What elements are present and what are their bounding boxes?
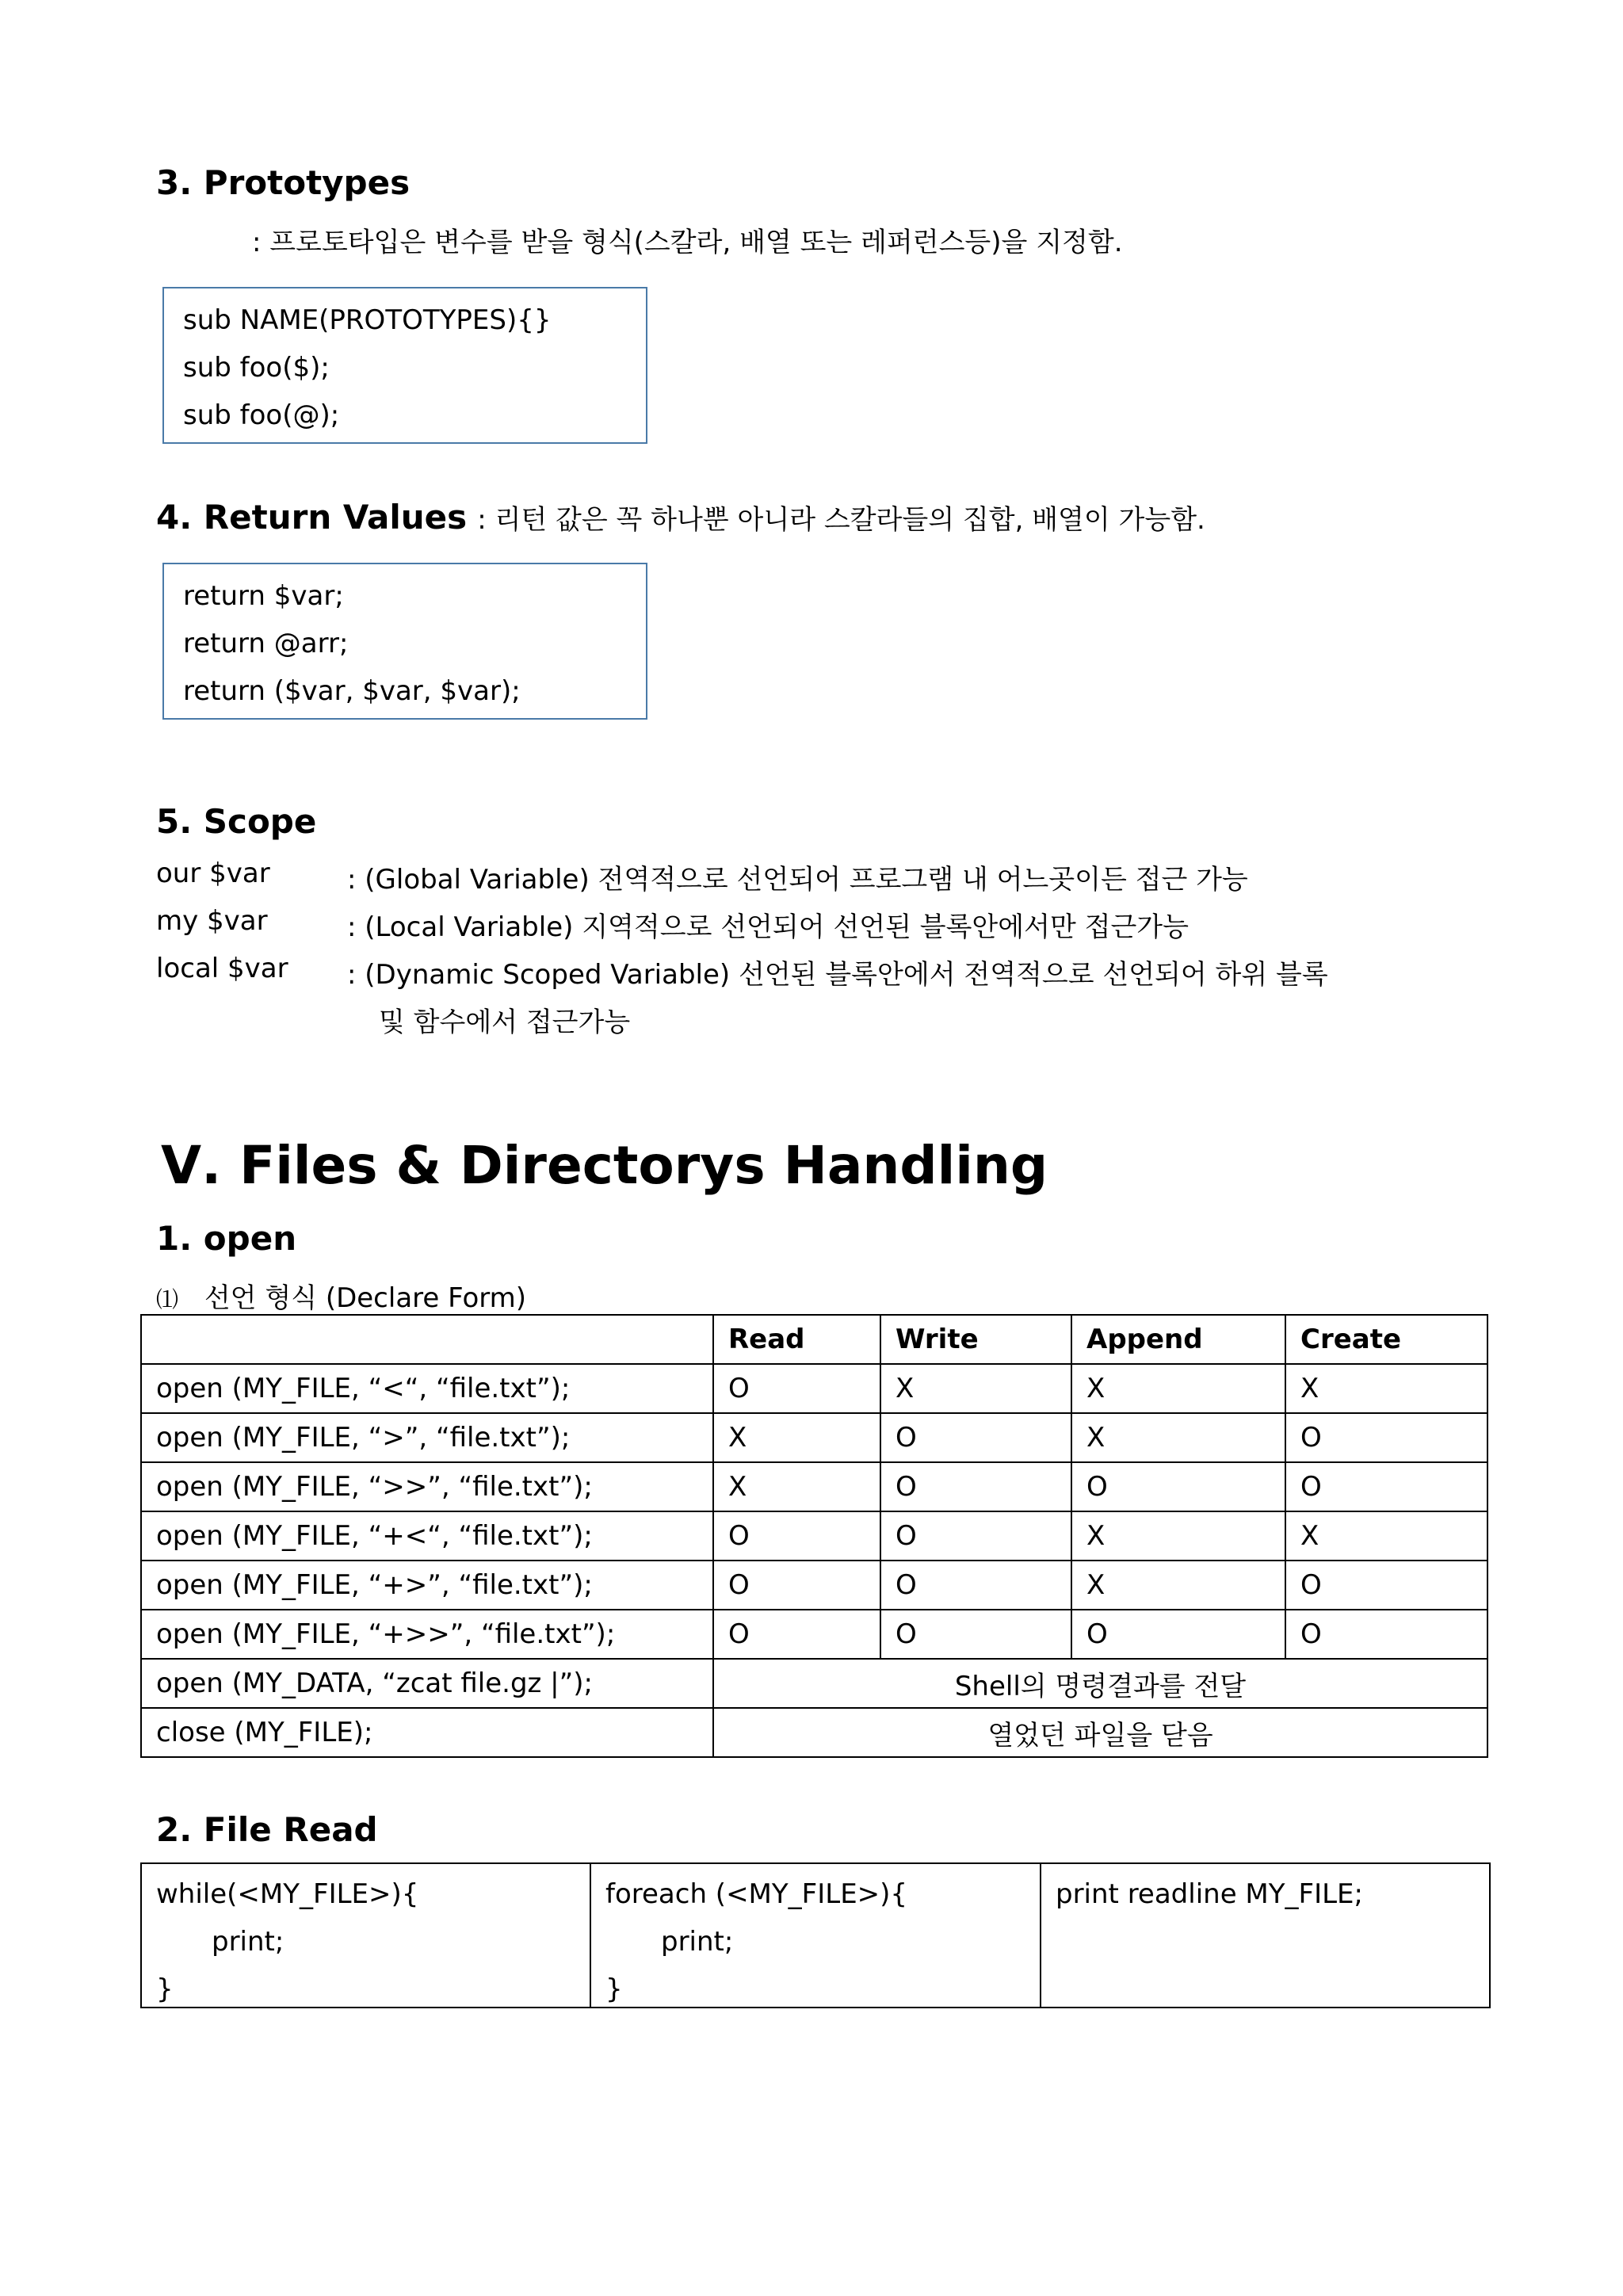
scope-description: : (Local Variable) 지역적으로 선언되어 선언된 블록안에서만 접근가능	[347, 911, 1189, 943]
table-row	[141, 1511, 1487, 1561]
table-cell: O	[880, 1511, 1071, 1561]
table-cell: X	[713, 1413, 880, 1462]
table-row	[141, 1413, 1487, 1462]
code-line: }	[156, 1973, 174, 2005]
table-cell: X	[1071, 1511, 1285, 1561]
table-cell: O	[1285, 1561, 1487, 1610]
table-row	[141, 1708, 1487, 1757]
code-line: return @arr;	[183, 628, 349, 659]
table-cell: open (MY_FILE, “+<“, “file.txt”);	[141, 1511, 713, 1561]
table-cell: open (MY_FILE, “+>>”, “file.txt”);	[141, 1610, 713, 1659]
table-cell: O	[880, 1561, 1071, 1610]
table-cell: O	[1071, 1610, 1285, 1659]
prototypes-code-box	[162, 287, 647, 444]
table-cell: O	[713, 1364, 880, 1413]
scope-term: our $var	[156, 858, 270, 889]
table-merged-cell: 열었던 파일을 닫음	[713, 1708, 1487, 1757]
table-cell: X	[880, 1364, 1071, 1413]
return-values-description: : 리턴 값은 꼭 하나뿐 아니라 스칼라들의 집합, 배열이 가능함.	[477, 504, 1205, 536]
section-heading-prototypes: 3. Prototypes	[156, 163, 411, 202]
table-cell: O	[880, 1413, 1071, 1462]
code-line: sub foo($);	[183, 352, 330, 384]
table-cell: O	[713, 1561, 880, 1610]
table-cell: X	[1285, 1364, 1487, 1413]
table-cell: X	[1071, 1561, 1285, 1610]
code-line: sub foo(@);	[183, 399, 340, 431]
table-row	[141, 1364, 1487, 1413]
code-line: }	[605, 1973, 623, 2005]
code-line: return $var;	[183, 580, 344, 612]
table-row	[141, 1863, 1490, 2008]
table-header-cell: Create	[1285, 1315, 1487, 1364]
code-line: foreach (<MY_FILE>){	[605, 1878, 908, 1910]
code-line: print;	[212, 1926, 285, 1958]
table-row	[141, 1561, 1487, 1610]
table-header-cell: Read	[713, 1315, 880, 1364]
file-read-table	[140, 1862, 1491, 2008]
scope-term: local $var	[156, 953, 288, 984]
declare-form-label	[156, 1276, 526, 1315]
code-line: print readline MY_FILE;	[1056, 1878, 1363, 1910]
scope-description: : (Dynamic Scoped Variable) 선언된 블록안에서 전역적으로 선언되어 하위 블록	[347, 959, 1328, 991]
table-cell: O	[713, 1511, 880, 1561]
table-cell	[1041, 1863, 1490, 2008]
table-row	[141, 1462, 1487, 1511]
item-number: ⑴	[156, 1286, 179, 1312]
code-line: while(<MY_FILE>){	[156, 1878, 419, 1910]
table-cell: open (MY_FILE, “>>”, “file.txt”);	[141, 1462, 713, 1511]
table-cell: X	[1071, 1364, 1285, 1413]
table-cell: X	[713, 1462, 880, 1511]
table-cell: O	[1285, 1413, 1487, 1462]
code-line: sub NAME(PROTOTYPES){}	[183, 304, 552, 336]
scope-description: : (Global Variable) 전역적으로 선언되어 프로그램 내 어느곳이든 접근 가능	[347, 864, 1248, 896]
chapter-title: Ⅴ. Files & Directorys Handling	[161, 1135, 1048, 1196]
table-cell: O	[1285, 1462, 1487, 1511]
table-cell: O	[880, 1610, 1071, 1659]
table-merged-cell: Shell의 명령결과를 전달	[713, 1659, 1487, 1708]
table-header-cell: Write	[880, 1315, 1071, 1364]
table-cell: open (MY_FILE, “<“, “file.txt”);	[141, 1364, 713, 1413]
table-cell: open (MY_DATA, “zcat file.gz |”);	[141, 1659, 713, 1708]
section-heading-return-values: 4. Return Values	[156, 498, 468, 537]
table-cell	[141, 1863, 590, 2008]
section-heading-scope: 5. Scope	[156, 802, 317, 841]
section-heading-open: 1. open	[156, 1219, 297, 1258]
table-header-cell	[141, 1315, 713, 1364]
code-line: return ($var, $var, $var);	[183, 675, 521, 707]
table-cell: O	[880, 1462, 1071, 1511]
return-values-code-box	[162, 563, 647, 720]
table-cell: close (MY_FILE);	[141, 1708, 713, 1757]
code-line: print;	[661, 1926, 734, 1958]
table-cell: O	[1285, 1610, 1487, 1659]
table-cell: open (MY_FILE, “+>”, “file.txt”);	[141, 1561, 713, 1610]
section-heading-file-read: 2. File Read	[156, 1810, 378, 1849]
open-modes-table	[140, 1314, 1488, 1758]
scope-term: my $var	[156, 905, 268, 937]
prototypes-description: : 프로토타입은 변수를 받을 형식(스칼라, 배열 또는 레퍼런스등)을 지정함.	[252, 227, 1123, 258]
table-cell: O	[713, 1610, 880, 1659]
scope-description-continuation: 및 함수에서 접근가능	[379, 1007, 631, 1038]
item-label: 선언 형식 (Declare Form)	[204, 1282, 527, 1314]
table-row	[141, 1659, 1487, 1708]
table-cell: X	[1071, 1413, 1285, 1462]
return-values-line	[156, 498, 1205, 537]
table-cell: X	[1285, 1511, 1487, 1561]
table-header-cell: Append	[1071, 1315, 1285, 1364]
table-cell: open (MY_FILE, “>”, “file.txt”);	[141, 1413, 713, 1462]
table-cell	[590, 1863, 1041, 2008]
table-header-row	[141, 1315, 1487, 1364]
table-row	[141, 1610, 1487, 1659]
table-cell: O	[1071, 1462, 1285, 1511]
